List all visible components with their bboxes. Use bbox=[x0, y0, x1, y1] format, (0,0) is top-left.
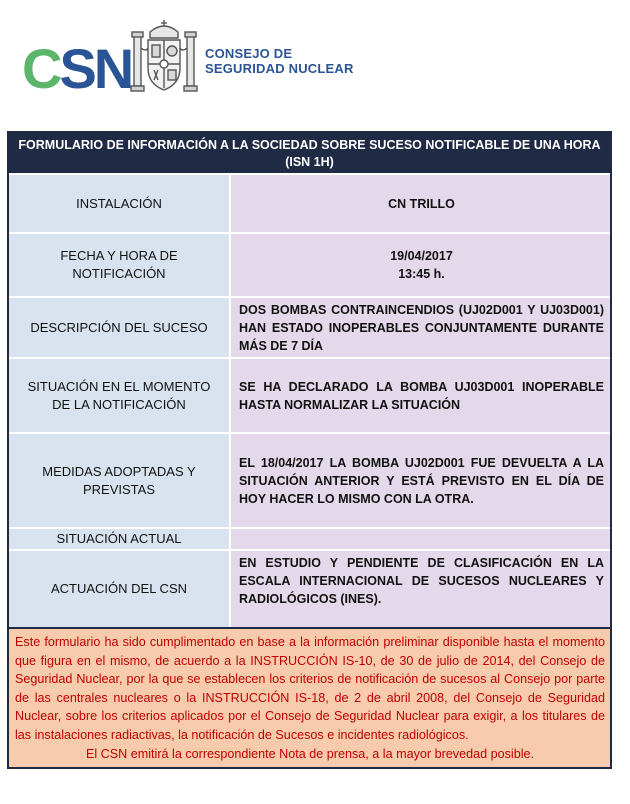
row-value-text: EN ESTUDIO Y PENDIENTE DE CLASIFICACIÓN EN LA ESCALA INTERNACIONAL DE SUCESOS NUCLEARES Y RADIOLÓGICOS (INES). bbox=[239, 556, 604, 606]
row-value bbox=[231, 359, 610, 432]
csn-logo-text: CSN bbox=[22, 37, 132, 100]
brand-line-2: SEGURIDAD NUCLEAR bbox=[205, 61, 354, 76]
csn-logo bbox=[22, 37, 132, 100]
row-actuacion-csn bbox=[9, 549, 610, 627]
row-value-text: EL 18/04/2017 LA BOMBA UJ02D001 FUE DEVUELTA A LA SITUACIÓN ANTERIOR Y ESTÁ PREVISTO EN EL DÍA DE HOY HACER LO MISMO CON LA OTRA. bbox=[239, 455, 604, 506]
brand-line-1: CONSEJO DE bbox=[205, 46, 293, 61]
row-situacion-notificacion bbox=[9, 357, 610, 432]
header bbox=[0, 0, 630, 120]
press-note-text: El CSN emitirá la correspondiente Nota de prensa, a la mayor brevedad posible. bbox=[85, 746, 534, 761]
row-label: DESCRIPCIÓN DEL SUCESO bbox=[9, 298, 231, 357]
brand-name bbox=[205, 46, 354, 76]
row-medidas bbox=[9, 432, 610, 527]
notification-date: 19/04/2017 bbox=[390, 249, 453, 263]
row-value bbox=[231, 234, 610, 296]
disclaimer-notice bbox=[9, 627, 610, 767]
row-value bbox=[231, 551, 610, 627]
form-title-line-1: FORMULARIO DE INFORMACIÓN A LA SOCIEDAD SOBRE SUCESO NOTIFICABLE DE UNA HORA bbox=[18, 138, 601, 152]
coat-of-arms-icon bbox=[128, 18, 200, 98]
isn-form bbox=[7, 131, 612, 769]
row-label: SITUACIÓN EN EL MOMENTO DE LA NOTIFICACIÓN bbox=[9, 359, 231, 432]
form-title bbox=[9, 133, 610, 173]
row-label: MEDIDAS ADOPTADAS Y PREVISTAS bbox=[9, 434, 231, 527]
row-instalacion bbox=[9, 173, 610, 232]
row-value: CN TRILLO bbox=[231, 175, 610, 232]
row-value bbox=[231, 298, 610, 357]
row-descripcion bbox=[9, 296, 610, 357]
row-value-text: DOS BOMBAS CONTRAINCENDIOS (UJ02D001 Y UJ03D001) HAN ESTADO INOPERABLES CONJUNTAMENTE DURANTE MÁS DE 7 DÍA bbox=[239, 302, 604, 353]
notification-time: 13:45 h. bbox=[398, 267, 445, 281]
row-label: INSTALACIÓN bbox=[9, 175, 231, 232]
row-value-text: SE HA DECLARADO LA BOMBA UJ03D001 INOPERABLE HASTA NORMALIZAR LA SITUACIÓN bbox=[239, 379, 604, 412]
row-fecha-hora bbox=[9, 232, 610, 296]
disclaimer-text: Este formulario ha sido cumplimentado en base a la información preliminar disponible hasta el momento que figura en el mismo, de acuerdo a la INSTRUCCIÓN IS-10, de 30 de julio de 2014, del Consejo de Seguridad Nuclear, por la que se establecen los criterios de notificación de sucesos al Consejo por parte de las centrales nucleares o la INSTRUCCIÓN IS-18, de 2 de abril 2008, del Consejo de Seguridad Nuclear, sobre los criterios aplicados por el Consejo de Seguridad Nuclear para exigir, a los titulares de las instalaciones radiactivas, la notificación de Sucesos e incidentes radiológicos. bbox=[15, 635, 605, 742]
row-label: ACTUACIÓN DEL CSN bbox=[9, 551, 231, 627]
form-title-line-2: (ISN 1H) bbox=[285, 155, 334, 169]
row-value bbox=[231, 529, 610, 549]
row-situacion-actual bbox=[9, 527, 610, 549]
row-value bbox=[231, 434, 610, 527]
row-label: SITUACIÓN ACTUAL bbox=[9, 529, 231, 549]
row-label: FECHA Y HORA DE NOTIFICACIÓN bbox=[9, 234, 231, 296]
